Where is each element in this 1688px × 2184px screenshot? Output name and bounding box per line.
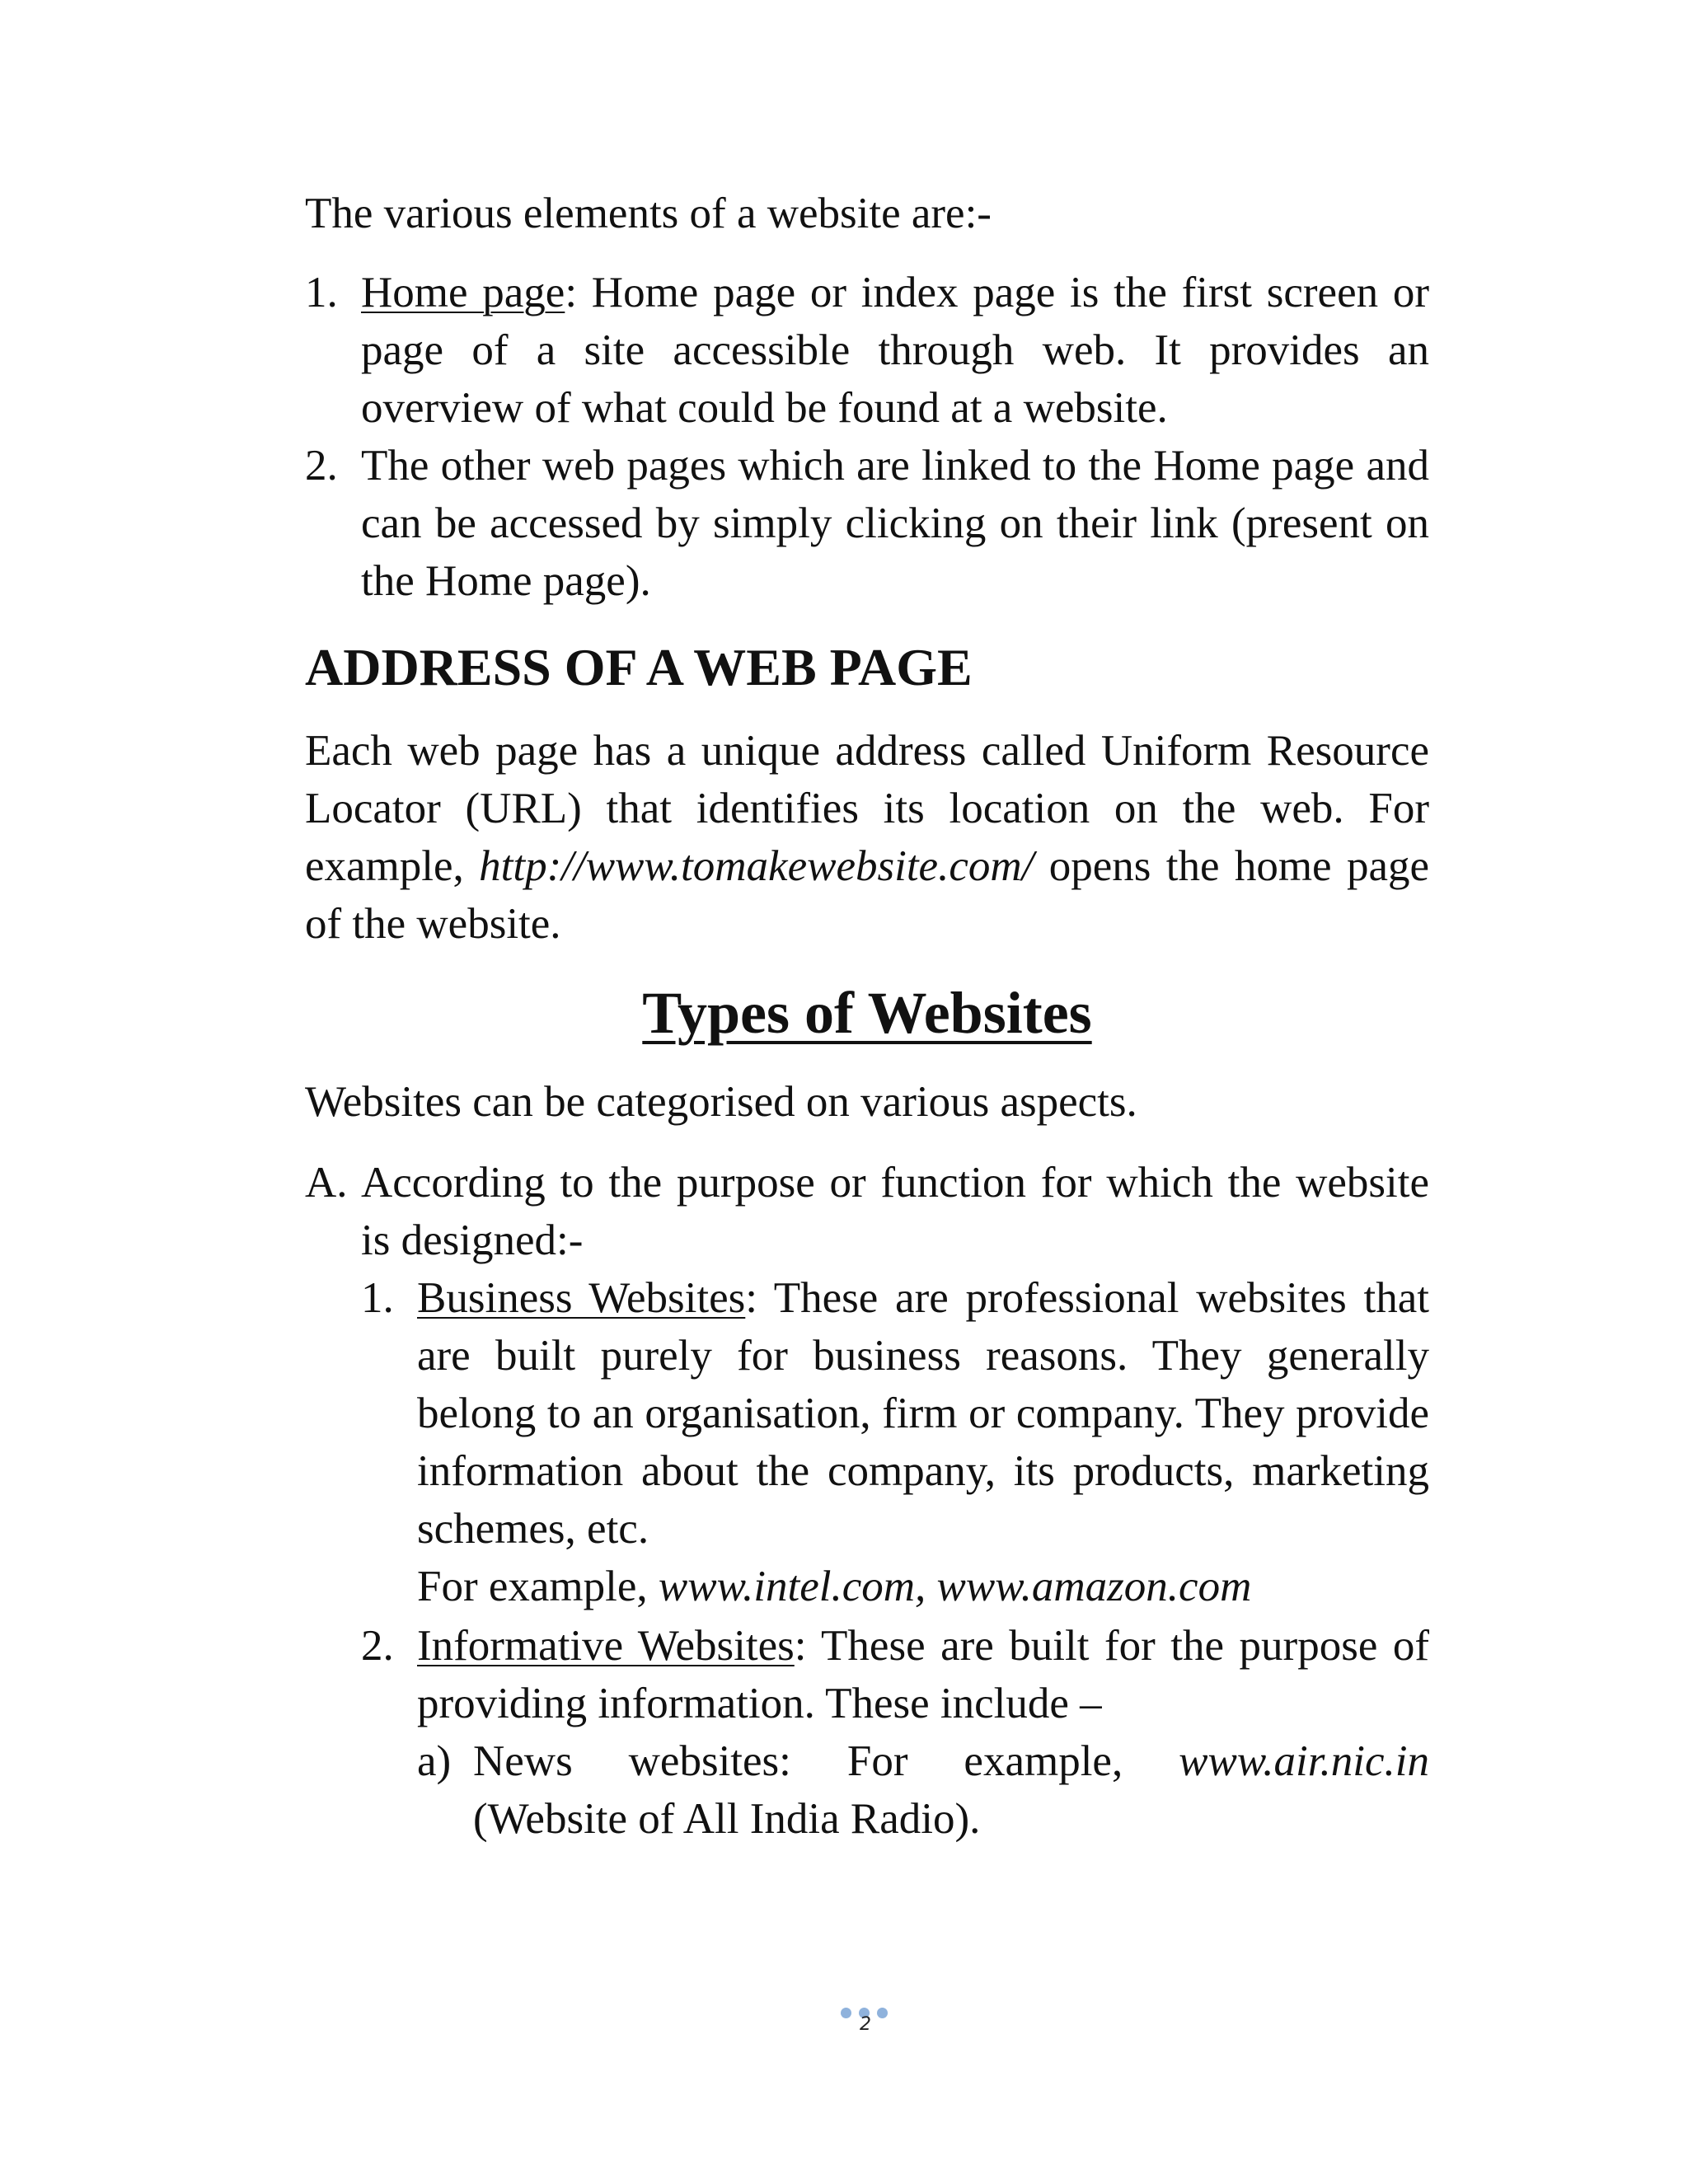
list-number: 2. xyxy=(361,1622,394,1670)
informative-websites-text xyxy=(417,1617,1429,1732)
address-text-after: opens the home page of the website. xyxy=(305,842,1429,948)
term-informative-websites: Informative Websites xyxy=(417,1622,795,1670)
category-a xyxy=(305,1154,1429,1269)
address-text-before: Each web page has a unique address called Uniform Resource Locator (URL) that identifies its location on the web. For example, xyxy=(305,727,1429,890)
news-url: www.air.nic.in xyxy=(1179,1737,1429,1785)
category-marker: A. xyxy=(305,1159,348,1207)
example-label: For example, xyxy=(417,1563,648,1610)
sub-item-marker: a) xyxy=(417,1737,452,1785)
list-item-home-page xyxy=(305,264,1429,437)
list-number: 1. xyxy=(305,269,338,316)
types-heading: Types of Websites xyxy=(642,980,1092,1046)
category-a-text: According to the purpose or function for which the website is designed:- xyxy=(361,1159,1429,1264)
types-intro: Websites can be categorised on various aspects. xyxy=(305,1078,1137,1126)
address-paragraph xyxy=(305,722,1429,953)
business-websites-text xyxy=(417,1269,1429,1558)
other-pages-description: The other web pages which are linked to the Home page and can be accessed by simply clicking on their link (present on the Home page). xyxy=(361,442,1429,605)
example-url: http://www.tomakewebsite.com/ xyxy=(479,842,1034,890)
term-business-websites: Business Websites xyxy=(417,1274,746,1322)
news-note: (Website of All India Radio). xyxy=(473,1795,981,1843)
address-heading: ADDRESS OF A WEB PAGE xyxy=(305,638,973,696)
list-number: 2. xyxy=(305,442,338,490)
page-number: 2 xyxy=(860,2014,871,2035)
business-websites-description: : These are professional websites that are built purely for business reasons. They generally belong to an organisation, firm or company. They provide information about the company, its products, marketing schemes, etc. xyxy=(417,1274,1429,1553)
list-item-other-pages xyxy=(305,437,1429,610)
informative-websites-description: : These are built for the purpose of providing information. These include – xyxy=(417,1622,1430,1727)
list-item-business-websites xyxy=(361,1269,1429,1615)
term-home-page: Home page xyxy=(361,269,565,316)
intro-text: The various elements of a website are:- xyxy=(305,190,992,237)
home-page-description: : Home page or index page is the first screen or page of a site accessible through web. It provides an overview of what could be found at a website. xyxy=(361,269,1429,432)
news-websites-text: News websites: For example, xyxy=(473,1737,1123,1785)
business-example xyxy=(417,1558,1429,1615)
example-urls: www.intel.com, www.amazon.com xyxy=(658,1563,1252,1610)
list-number: 1. xyxy=(361,1274,394,1322)
sub-item-news-websites xyxy=(417,1732,1429,1848)
list-item-informative-websites xyxy=(361,1617,1429,1732)
news-websites-line xyxy=(473,1732,1429,1790)
list-item-text xyxy=(361,264,1429,437)
